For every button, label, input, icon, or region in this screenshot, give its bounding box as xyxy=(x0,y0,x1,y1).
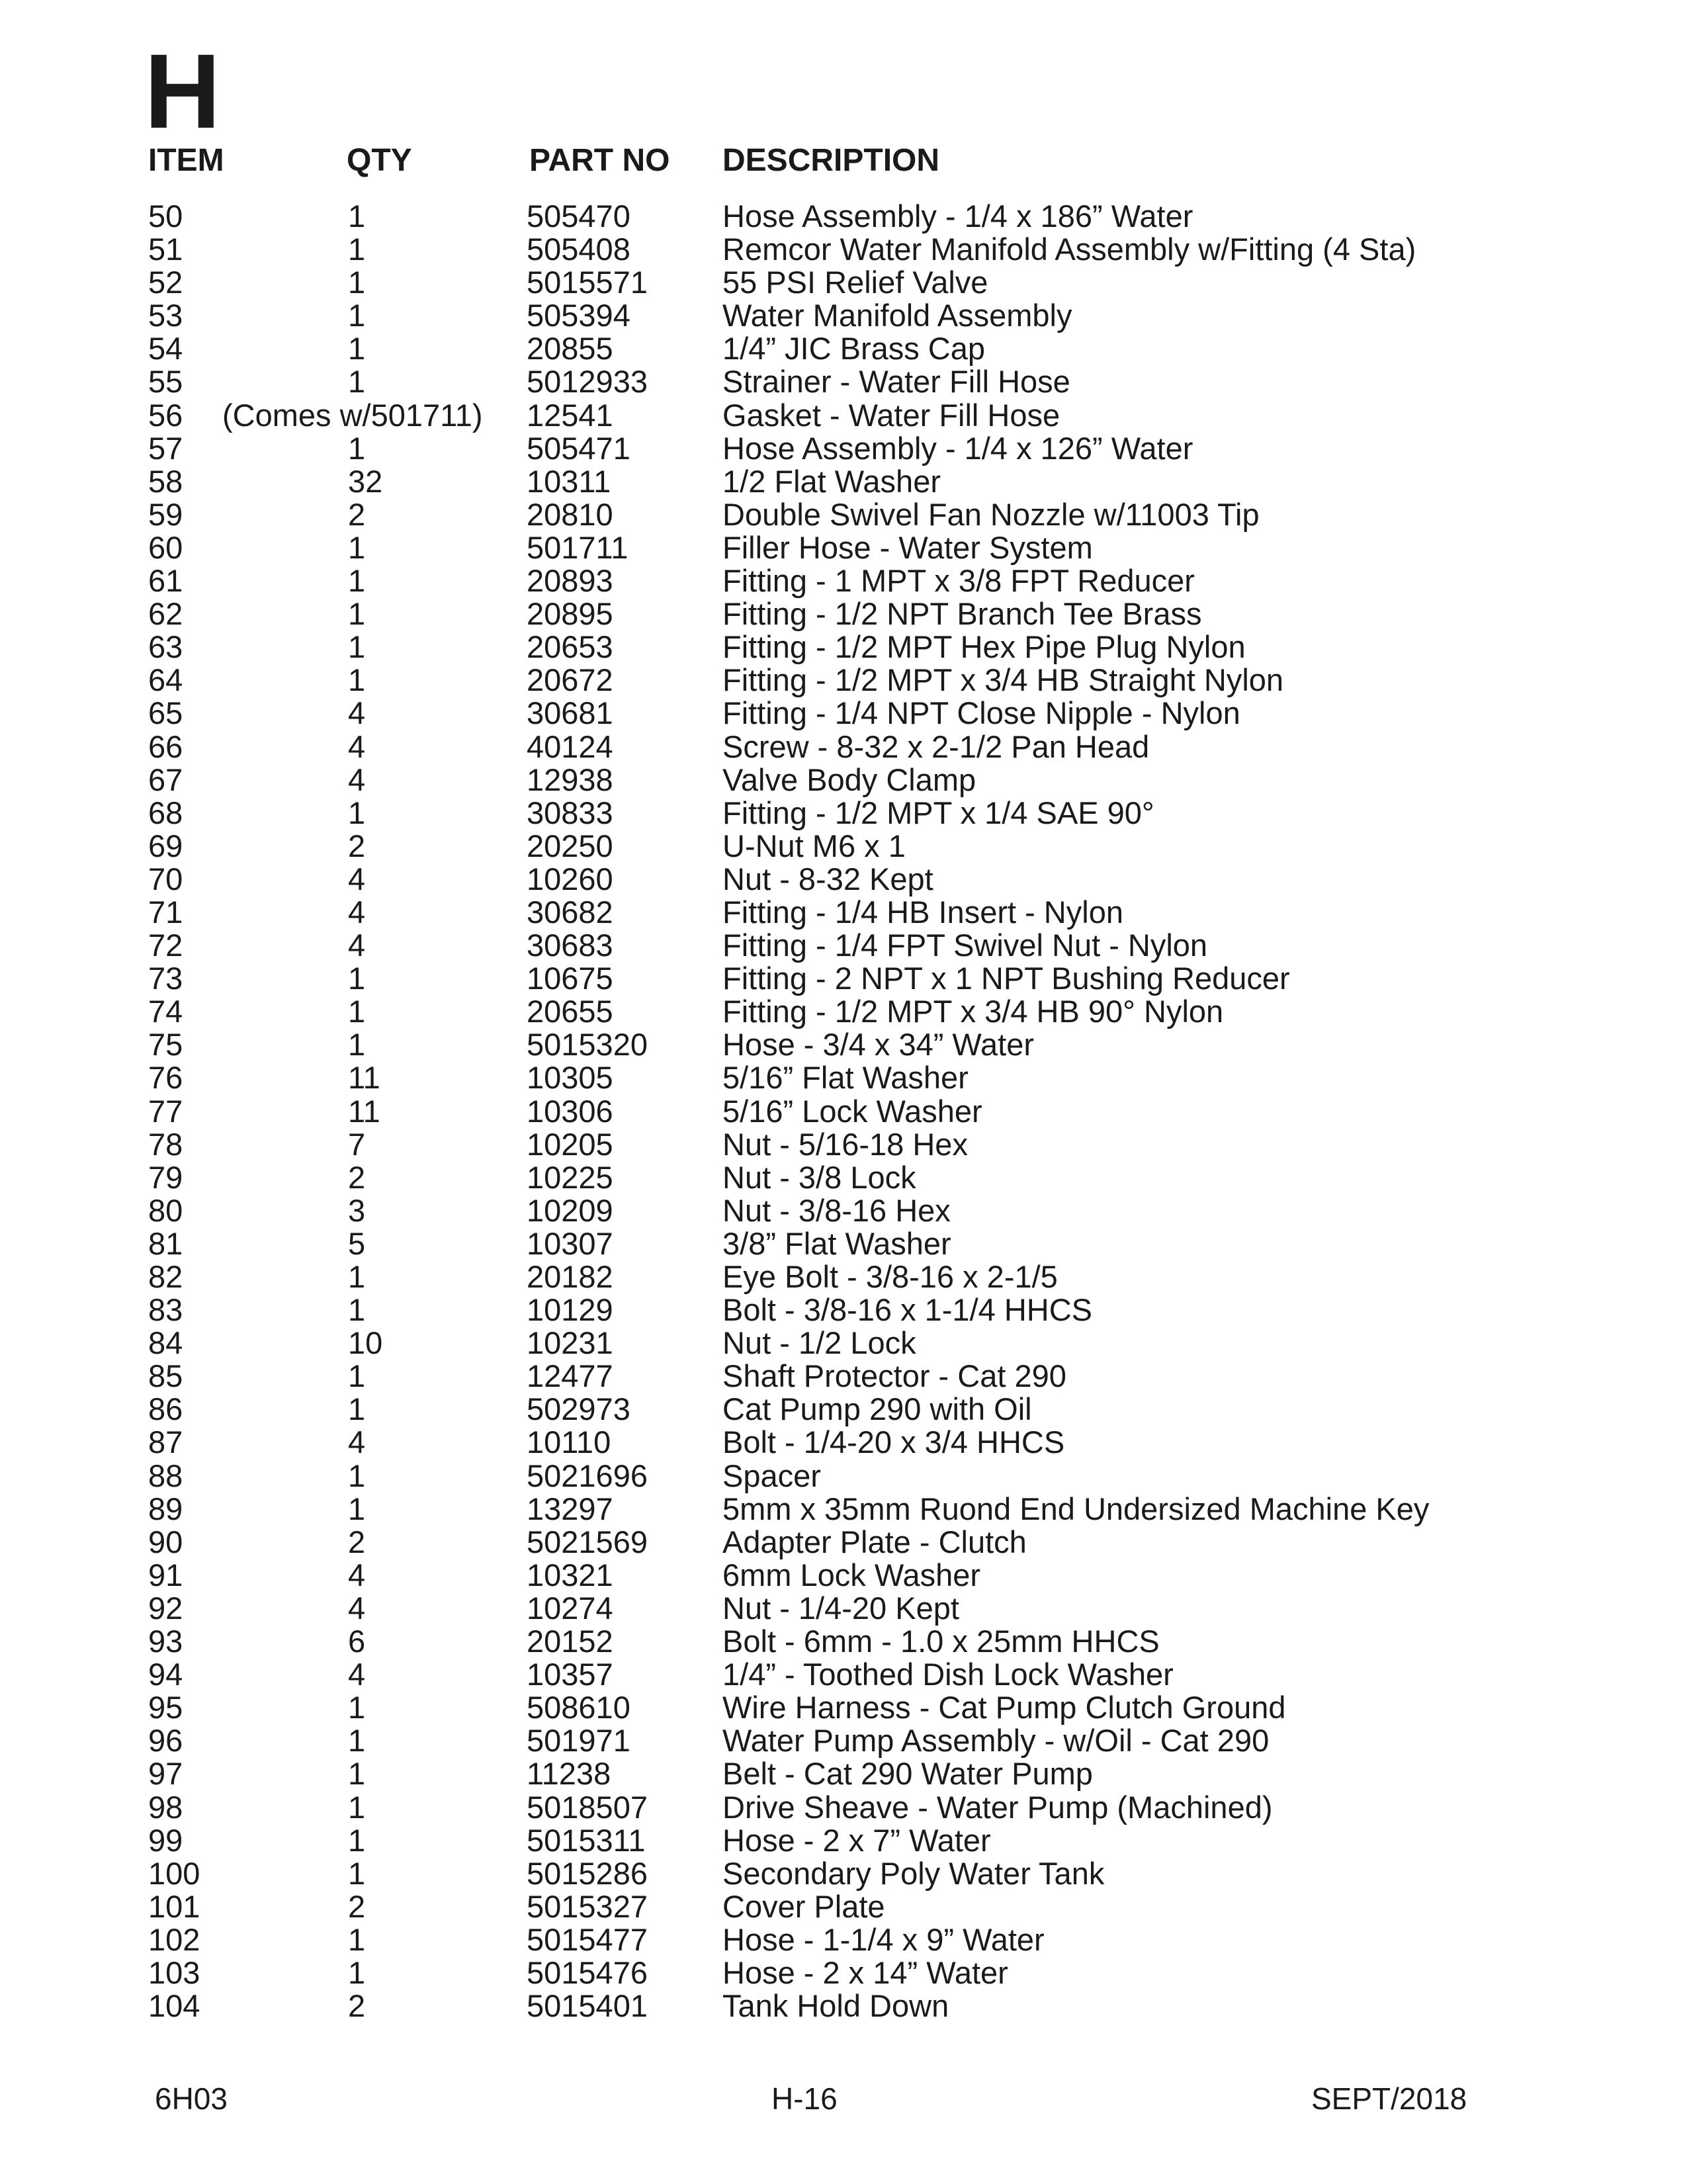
parts-row xyxy=(0,1592,1687,1625)
row-item-number: 51 xyxy=(148,232,183,267)
row-part-number: 505470 xyxy=(527,198,630,234)
row-part-number: 10357 xyxy=(527,1657,613,1692)
row-item-number: 100 xyxy=(148,1855,200,1891)
parts-row xyxy=(0,1625,1687,1658)
row-description: Fitting - 1/4 NPT Close Nipple - Nylon xyxy=(722,695,1240,731)
row-description: Fitting - 1/2 MPT x 3/4 HB 90° Nylon xyxy=(722,994,1224,1029)
row-quantity: 2 xyxy=(348,1159,366,1195)
row-part-number: 10260 xyxy=(527,861,613,896)
row-part-number: 5015476 xyxy=(527,1954,648,1990)
row-part-number: 12541 xyxy=(527,397,613,433)
row-quantity: 1 xyxy=(348,198,366,234)
row-part-number: 10311 xyxy=(527,463,611,499)
row-part-number: 20810 xyxy=(527,496,613,532)
row-description: Nut - 3/8 Lock xyxy=(722,1159,916,1195)
parts-row xyxy=(0,1128,1687,1161)
parts-row xyxy=(0,1559,1687,1592)
parts-row xyxy=(0,863,1687,896)
row-item-number: 103 xyxy=(148,1954,200,1990)
row-quantity: 4 xyxy=(348,762,366,797)
row-item-number: 58 xyxy=(148,463,183,499)
row-item-number: 98 xyxy=(148,1789,183,1825)
row-item-number: 68 xyxy=(148,795,183,830)
parts-row xyxy=(0,498,1687,531)
row-description: Fitting - 1/2 MPT Hex Pipe Plug Nylon xyxy=(722,629,1246,665)
row-part-number: 10209 xyxy=(527,1192,613,1228)
row-part-number: 5021569 xyxy=(527,1524,648,1559)
row-quantity: 4 xyxy=(348,1557,366,1593)
row-part-number: 10129 xyxy=(527,1292,613,1328)
row-quantity: 6 xyxy=(348,1624,366,1659)
row-item-number: 59 xyxy=(148,496,183,532)
row-quantity: 1 xyxy=(348,1954,366,1990)
parts-row xyxy=(0,531,1687,564)
row-part-number: 12477 xyxy=(527,1358,613,1394)
row-description: Nut - 8-32 Kept xyxy=(722,861,933,896)
row-part-number: 10274 xyxy=(527,1590,613,1626)
row-quantity: 2 xyxy=(348,828,366,863)
parts-row xyxy=(0,1724,1687,1757)
row-part-number: 30833 xyxy=(527,795,613,830)
row-description: Bolt - 6mm - 1.0 x 25mm HHCS xyxy=(722,1624,1160,1659)
row-part-number: 11238 xyxy=(527,1756,611,1792)
parts-row xyxy=(0,1658,1687,1691)
parts-row xyxy=(0,1526,1687,1559)
row-part-number: 5021696 xyxy=(527,1458,648,1493)
row-quantity: 4 xyxy=(348,695,366,731)
row-quantity: 1 xyxy=(348,795,366,830)
row-item-number: 72 xyxy=(148,928,183,963)
row-part-number: 30682 xyxy=(527,894,613,930)
row-quantity: 4 xyxy=(348,861,366,896)
row-quantity: 11 xyxy=(348,1060,380,1096)
row-quantity: 2 xyxy=(348,1888,366,1924)
row-part-number: 20893 xyxy=(527,563,613,599)
row-item-number: 77 xyxy=(148,1093,183,1129)
column-header-description: DESCRIPTION xyxy=(722,143,940,178)
row-description: Fitting - 1/2 NPT Branch Tee Brass xyxy=(722,596,1202,632)
row-description: 1/2 Flat Washer xyxy=(722,463,941,499)
row-item-number: 102 xyxy=(148,1921,200,1957)
row-quantity: 1 xyxy=(348,1391,366,1427)
row-item-number: 85 xyxy=(148,1358,183,1394)
row-part-number: 20672 xyxy=(527,662,613,698)
row-item-number: 97 xyxy=(148,1756,183,1792)
parts-row xyxy=(0,432,1687,465)
row-quantity: 32 xyxy=(348,463,383,499)
row-quantity: (Comes w/501711) xyxy=(222,397,483,433)
parts-row xyxy=(0,1857,1687,1890)
row-item-number: 71 xyxy=(148,894,183,930)
row-item-number: 56 xyxy=(148,397,183,433)
row-description: 5mm x 35mm Ruond End Undersized Machine Key xyxy=(722,1491,1430,1526)
parts-row xyxy=(0,1095,1687,1128)
row-item-number: 99 xyxy=(148,1822,183,1858)
row-description: Valve Body Clamp xyxy=(722,762,976,797)
row-quantity: 1 xyxy=(348,265,366,300)
row-description: Bolt - 1/4-20 x 3/4 HHCS xyxy=(722,1424,1065,1460)
row-item-number: 75 xyxy=(148,1027,183,1063)
row-description: Bolt - 3/8-16 x 1-1/4 HHCS xyxy=(722,1292,1092,1328)
parts-row xyxy=(0,664,1687,697)
row-quantity: 1 xyxy=(348,430,366,466)
row-part-number: 10110 xyxy=(527,1424,611,1460)
row-quantity: 1 xyxy=(348,1358,366,1394)
row-description: Cat Pump 290 with Oil xyxy=(722,1391,1032,1427)
row-quantity: 1 xyxy=(348,232,366,267)
parts-row xyxy=(0,962,1687,995)
parts-row xyxy=(0,1360,1687,1393)
row-item-number: 55 xyxy=(148,364,183,400)
row-item-number: 76 xyxy=(148,1060,183,1096)
row-part-number: 10225 xyxy=(527,1159,613,1195)
parts-row xyxy=(0,1028,1687,1061)
row-part-number: 5018507 xyxy=(527,1789,648,1825)
row-description: Hose Assembly - 1/4 x 126” Water xyxy=(722,430,1193,466)
parts-row xyxy=(0,200,1687,233)
row-description: Screw - 8-32 x 2-1/2 Pan Head xyxy=(722,728,1150,764)
row-item-number: 80 xyxy=(148,1192,183,1228)
row-part-number: 10306 xyxy=(527,1093,613,1129)
row-part-number: 5015320 xyxy=(527,1027,648,1063)
row-description: Filler Hose - Water System xyxy=(722,529,1093,565)
row-description: Belt - Cat 290 Water Pump xyxy=(722,1756,1093,1792)
row-item-number: 64 xyxy=(148,662,183,698)
parts-list xyxy=(0,200,1687,2023)
row-quantity: 4 xyxy=(348,728,366,764)
row-item-number: 96 xyxy=(148,1723,183,1759)
parts-row xyxy=(0,1493,1687,1526)
parts-row xyxy=(0,995,1687,1028)
row-item-number: 83 xyxy=(148,1292,183,1328)
row-part-number: 502973 xyxy=(527,1391,630,1427)
row-description: Hose Assembly - 1/4 x 186” Water xyxy=(722,198,1193,234)
row-quantity: 3 xyxy=(348,1192,366,1228)
row-part-number: 5015327 xyxy=(527,1888,648,1924)
row-quantity: 1 xyxy=(348,629,366,665)
parts-row xyxy=(0,1061,1687,1094)
parts-row xyxy=(0,1923,1687,1956)
parts-row xyxy=(0,332,1687,365)
parts-row xyxy=(0,233,1687,266)
parts-row xyxy=(0,929,1687,962)
row-item-number: 94 xyxy=(148,1657,183,1692)
row-item-number: 60 xyxy=(148,529,183,565)
footer-page-number: H-16 xyxy=(771,2081,838,2116)
row-description: Shaft Protector - Cat 290 xyxy=(722,1358,1066,1394)
row-description: Fitting - 1/2 MPT x 3/4 HB Straight Nylon xyxy=(722,662,1284,698)
parts-row xyxy=(0,266,1687,299)
row-quantity: 4 xyxy=(348,928,366,963)
row-part-number: 40124 xyxy=(527,728,613,764)
parts-row xyxy=(0,1757,1687,1790)
row-quantity: 1 xyxy=(348,662,366,698)
row-quantity: 1 xyxy=(348,529,366,565)
row-item-number: 52 xyxy=(148,265,183,300)
parts-row xyxy=(0,597,1687,631)
row-item-number: 74 xyxy=(148,994,183,1029)
row-part-number: 5015477 xyxy=(527,1921,648,1957)
row-part-number: 20250 xyxy=(527,828,613,863)
row-item-number: 63 xyxy=(148,629,183,665)
row-description: Fitting - 1 MPT x 3/8 FPT Reducer xyxy=(722,563,1195,599)
parts-row xyxy=(0,896,1687,929)
row-item-number: 66 xyxy=(148,728,183,764)
row-part-number: 10321 xyxy=(527,1557,613,1593)
parts-row xyxy=(0,764,1687,797)
row-description: Double Swivel Fan Nozzle w/11003 Tip xyxy=(722,496,1260,532)
row-item-number: 90 xyxy=(148,1524,183,1559)
row-description: Drive Sheave - Water Pump (Machined) xyxy=(722,1789,1273,1825)
row-description: 3/8” Flat Washer xyxy=(722,1225,951,1261)
row-description: Tank Hold Down xyxy=(722,1988,949,2024)
row-description: Strainer - Water Fill Hose xyxy=(722,364,1070,400)
row-part-number: 5015571 xyxy=(527,265,648,300)
row-description: 5/16” Lock Washer xyxy=(722,1093,982,1129)
row-quantity: 1 xyxy=(348,1292,366,1328)
parts-row xyxy=(0,1161,1687,1194)
row-description: 1/4” - Toothed Dish Lock Washer xyxy=(722,1657,1174,1692)
row-part-number: 505394 xyxy=(527,298,630,333)
row-part-number: 10675 xyxy=(527,961,613,996)
row-quantity: 1 xyxy=(348,331,366,367)
row-description: Nut - 1/2 Lock xyxy=(722,1325,916,1361)
parts-row xyxy=(0,1194,1687,1227)
parts-row xyxy=(0,399,1687,432)
row-description: Hose - 2 x 14” Water xyxy=(722,1954,1008,1990)
row-quantity: 1 xyxy=(348,994,366,1029)
parts-row xyxy=(0,1327,1687,1360)
parts-row xyxy=(0,697,1687,730)
row-quantity: 1 xyxy=(348,1789,366,1825)
row-description: Water Pump Assembly - w/Oil - Cat 290 xyxy=(722,1723,1270,1759)
row-part-number: 5012933 xyxy=(527,364,648,400)
row-part-number: 505408 xyxy=(527,232,630,267)
row-part-number: 20895 xyxy=(527,596,613,632)
row-item-number: 81 xyxy=(148,1225,183,1261)
row-part-number: 13297 xyxy=(527,1491,613,1526)
row-item-number: 95 xyxy=(148,1690,183,1725)
row-part-number: 5015401 xyxy=(527,1988,648,2024)
row-part-number: 508610 xyxy=(527,1690,630,1725)
parts-row xyxy=(0,564,1687,597)
row-quantity: 1 xyxy=(348,1855,366,1891)
row-item-number: 88 xyxy=(148,1458,183,1493)
row-quantity: 4 xyxy=(348,1590,366,1626)
row-item-number: 87 xyxy=(148,1424,183,1460)
row-quantity: 4 xyxy=(348,1657,366,1692)
parts-row xyxy=(0,1227,1687,1260)
parts-row xyxy=(0,1824,1687,1857)
row-quantity: 1 xyxy=(348,961,366,996)
row-description: Adapter Plate - Clutch xyxy=(722,1524,1027,1559)
row-description: Nut - 3/8-16 Hex xyxy=(722,1192,951,1228)
row-quantity: 2 xyxy=(348,1524,366,1559)
row-part-number: 20653 xyxy=(527,629,613,665)
row-item-number: 79 xyxy=(148,1159,183,1195)
row-description: 6mm Lock Washer xyxy=(722,1557,981,1593)
row-part-number: 5015311 xyxy=(527,1822,646,1858)
row-item-number: 70 xyxy=(148,861,183,896)
row-part-number: 20655 xyxy=(527,994,613,1029)
row-description: Fitting - 1/2 MPT x 1/4 SAE 90° xyxy=(722,795,1154,830)
row-quantity: 1 xyxy=(348,1027,366,1063)
row-item-number: 50 xyxy=(148,198,183,234)
row-description: Gasket - Water Fill Hose xyxy=(722,397,1060,433)
row-description: Hose - 2 x 7” Water xyxy=(722,1822,991,1858)
row-item-number: 92 xyxy=(148,1590,183,1626)
row-quantity: 4 xyxy=(348,894,366,930)
parts-row xyxy=(0,1890,1687,1923)
row-description: Eye Bolt - 3/8-16 x 2-1/5 xyxy=(722,1259,1058,1294)
row-quantity: 10 xyxy=(348,1325,383,1361)
row-quantity: 1 xyxy=(348,1458,366,1493)
row-part-number: 5015286 xyxy=(527,1855,648,1891)
row-quantity: 1 xyxy=(348,596,366,632)
row-quantity: 1 xyxy=(348,563,366,599)
row-part-number: 30681 xyxy=(527,695,613,731)
row-item-number: 89 xyxy=(148,1491,183,1526)
row-description: Cover Plate xyxy=(722,1888,885,1924)
parts-row xyxy=(0,830,1687,863)
row-quantity: 1 xyxy=(348,364,366,400)
row-quantity: 1 xyxy=(348,1690,366,1725)
row-item-number: 53 xyxy=(148,298,183,333)
row-part-number: 10231 xyxy=(527,1325,613,1361)
row-description: U-Nut M6 x 1 xyxy=(722,828,906,863)
row-part-number: 501971 xyxy=(527,1723,630,1759)
row-item-number: 101 xyxy=(148,1888,200,1924)
row-description: 5/16” Flat Washer xyxy=(722,1060,969,1096)
row-item-number: 67 xyxy=(148,762,183,797)
row-part-number: 30683 xyxy=(527,928,613,963)
section-letter: H xyxy=(144,32,220,150)
row-item-number: 65 xyxy=(148,695,183,731)
row-item-number: 82 xyxy=(148,1259,183,1294)
row-item-number: 73 xyxy=(148,961,183,996)
parts-row xyxy=(0,1426,1687,1459)
row-description: Hose - 1-1/4 x 9” Water xyxy=(722,1921,1045,1957)
row-quantity: 1 xyxy=(348,1259,366,1294)
row-quantity: 1 xyxy=(348,298,366,333)
parts-row xyxy=(0,1460,1687,1493)
row-quantity: 1 xyxy=(348,1921,366,1957)
parts-row xyxy=(0,730,1687,764)
row-description: 1/4” JIC Brass Cap xyxy=(722,331,986,367)
parts-row xyxy=(0,465,1687,498)
row-description: Fitting - 2 NPT x 1 NPT Bushing Reducer xyxy=(722,961,1290,996)
row-item-number: 93 xyxy=(148,1624,183,1659)
row-description: Water Manifold Assembly xyxy=(722,298,1072,333)
row-quantity: 7 xyxy=(348,1126,366,1162)
row-description: 55 PSI Relief Valve xyxy=(722,265,988,300)
row-item-number: 78 xyxy=(148,1126,183,1162)
row-quantity: 4 xyxy=(348,1424,366,1460)
row-description: Fitting - 1/4 HB Insert - Nylon xyxy=(722,894,1123,930)
row-part-number: 10205 xyxy=(527,1126,613,1162)
row-description: Nut - 5/16-18 Hex xyxy=(722,1126,968,1162)
row-part-number: 501711 xyxy=(527,529,628,565)
row-description: Wire Harness - Cat Pump Clutch Ground xyxy=(722,1690,1286,1725)
row-part-number: 10307 xyxy=(527,1225,613,1261)
row-description: Spacer xyxy=(722,1458,821,1493)
footer-doc-code: 6H03 xyxy=(155,2081,228,2116)
row-description: Fitting - 1/4 FPT Swivel Nut - Nylon xyxy=(722,928,1208,963)
column-header-item: ITEM xyxy=(148,143,224,178)
column-header-qty: QTY xyxy=(347,143,412,178)
row-quantity: 1 xyxy=(348,1822,366,1858)
column-header-part-no: PART NO xyxy=(529,143,670,178)
row-quantity: 11 xyxy=(348,1093,380,1129)
parts-row xyxy=(0,365,1687,398)
row-quantity: 1 xyxy=(348,1756,366,1792)
row-part-number: 12938 xyxy=(527,762,613,797)
row-quantity: 1 xyxy=(348,1491,366,1526)
row-item-number: 57 xyxy=(148,430,183,466)
parts-row xyxy=(0,631,1687,664)
row-quantity: 2 xyxy=(348,496,366,532)
row-description: Nut - 1/4-20 Kept xyxy=(722,1590,959,1626)
parts-row xyxy=(0,1956,1687,1989)
row-part-number: 20152 xyxy=(527,1624,613,1659)
row-quantity: 2 xyxy=(348,1988,366,2024)
row-description: Secondary Poly Water Tank xyxy=(722,1855,1105,1891)
row-item-number: 61 xyxy=(148,563,183,599)
row-quantity: 1 xyxy=(348,1723,366,1759)
row-part-number: 505471 xyxy=(527,430,630,466)
parts-row xyxy=(0,1393,1687,1426)
row-item-number: 91 xyxy=(148,1557,183,1593)
parts-row xyxy=(0,1989,1687,2023)
parts-row xyxy=(0,1293,1687,1327)
row-item-number: 54 xyxy=(148,331,183,367)
parts-row xyxy=(0,1791,1687,1824)
row-item-number: 69 xyxy=(148,828,183,863)
parts-row xyxy=(0,797,1687,830)
row-item-number: 86 xyxy=(148,1391,183,1427)
footer-date: SEPT/2018 xyxy=(1311,2081,1467,2116)
row-part-number: 20182 xyxy=(527,1259,613,1294)
parts-row xyxy=(0,1691,1687,1724)
row-quantity: 5 xyxy=(348,1225,366,1261)
row-part-number: 20855 xyxy=(527,331,613,367)
row-part-number: 10305 xyxy=(527,1060,613,1096)
row-item-number: 84 xyxy=(148,1325,183,1361)
row-item-number: 62 xyxy=(148,596,183,632)
row-description: Remcor Water Manifold Assembly w/Fitting (4 Sta) xyxy=(722,232,1416,267)
parts-row xyxy=(0,1260,1687,1293)
row-description: Hose - 3/4 x 34” Water xyxy=(722,1027,1035,1063)
parts-row xyxy=(0,299,1687,332)
row-item-number: 104 xyxy=(148,1988,200,2024)
